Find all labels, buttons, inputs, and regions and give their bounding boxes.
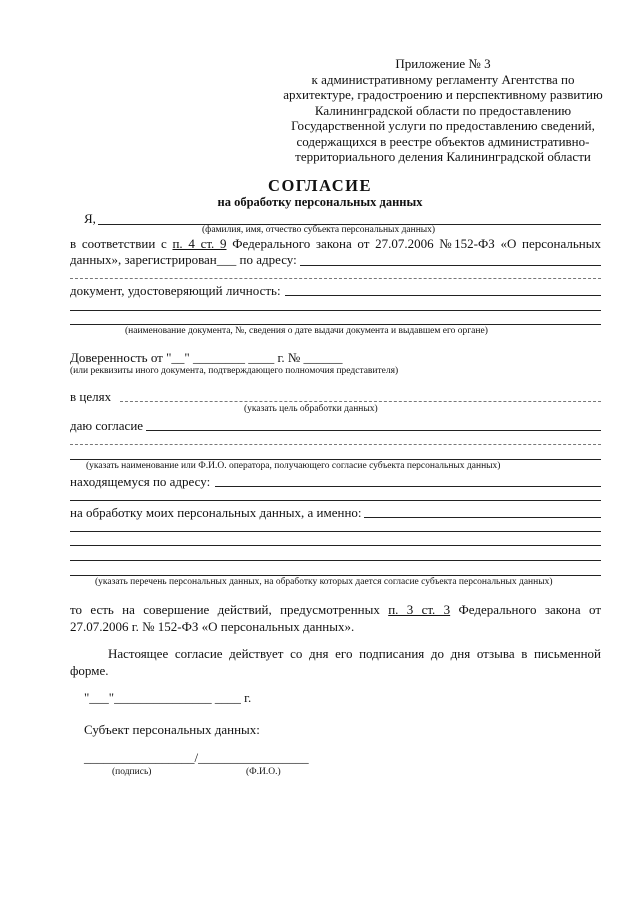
address-input-line[interactable] [300,265,601,266]
header-line: Приложение № 3 [395,56,491,71]
actions-paragraph [70,601,601,635]
operator-hint: (указать наименование или Ф.И.О. оператора, получающего согласие субъекта персональных данных) [86,461,501,471]
document-label: документ, удостоверяющий личность: [70,283,281,298]
address-input-line-2[interactable] [70,278,601,279]
document-subtitle: на обработку персональных данных [217,195,423,209]
header-line: Государственной услуги по предоставлению сведений, [291,118,595,133]
header-line: архитектуре, градостроению и перспективному развитию [283,87,603,102]
header-line: к административному регламенту Агентства по [311,71,575,87]
poa-hint: (или реквизиты иного документа, подтверждающего полномочия представителя) [70,366,399,376]
located-label: находящемуся по адресу: [70,474,211,489]
law-link[interactable]: п. 4 ст. 9 [172,236,227,251]
data-list-input-line[interactable] [364,517,601,518]
document-title: СОГЛАСИЕ [268,176,372,195]
operator-input-line-2[interactable] [70,444,601,445]
date-line[interactable]: "___"_______________ ____ г. [84,690,252,705]
registered-label: данных», зарегистрирован___ по адресу: [70,252,297,267]
data-list-input-line-3[interactable] [70,545,601,546]
actions-text-1: то есть на совершение действий, предусмотренных [70,602,380,617]
signature-hint: (подпись) [112,767,152,777]
ya-label: Я, [84,211,96,226]
header-line: Калининградской области по предоставлению [314,102,572,118]
fio-hint: (фамилия, имя, отчество субъекта персональных данных) [202,225,436,235]
subject-label: Субъект персональных данных: [84,722,260,737]
law-suffix: Федерального закона от 27.07.2006 №152-ФЗ «О персональных [232,236,602,251]
data-list-input-line-4[interactable] [70,560,601,561]
actions-link[interactable]: п. 3 ст. 3 [388,602,451,617]
purpose-input-line[interactable] [120,401,601,402]
signature-fio-hint: (Ф.И.О.) [246,767,281,777]
processing-label: на обработку моих персональных данных, а именно: [70,505,362,520]
purpose-hint: (указать цель обработки данных) [244,404,378,414]
document-input-line[interactable] [285,295,601,296]
document-hint: (наименование документа, №, сведения о дате выдачи документа и выдавшем его органе) [125,326,488,336]
document-input-line-2[interactable] [70,310,601,311]
purpose-label: в целях [70,389,112,404]
data-list-input-line-5[interactable] [70,575,601,576]
operator-input-line-3[interactable] [70,459,601,460]
document-input-line-3[interactable] [70,324,601,325]
consent-label: даю согласие [70,418,144,433]
located-input-line[interactable] [215,486,601,487]
data-list-hint: (указать перечень персональных данных, на обработку которых дается согласие субъекта персональных данных) [95,577,553,587]
header-line: территориального деления Калининградской области [295,149,591,164]
signature-line[interactable]: _________________/_________________ [84,750,309,765]
operator-input-line[interactable] [146,430,601,431]
actions-text-2: Федерального закона от 27.07.2006 г. № 152-ФЗ «О персональных данных». [70,602,602,634]
data-list-input-line-2[interactable] [70,531,601,532]
law-prefix: в соответствии с [70,236,167,251]
validity-paragraph: Настоящее согласие действует со дня его подписания до дня отзыва в письменной форме. [70,646,601,678]
header-line: содержащихся в реестре объектов административно- [296,133,590,149]
appendix-header [282,56,604,165]
poa-line[interactable]: Доверенность от "__" ________ ____ г. № ______ [70,350,343,365]
law-line [70,236,601,252]
located-input-line-2[interactable] [70,500,601,501]
